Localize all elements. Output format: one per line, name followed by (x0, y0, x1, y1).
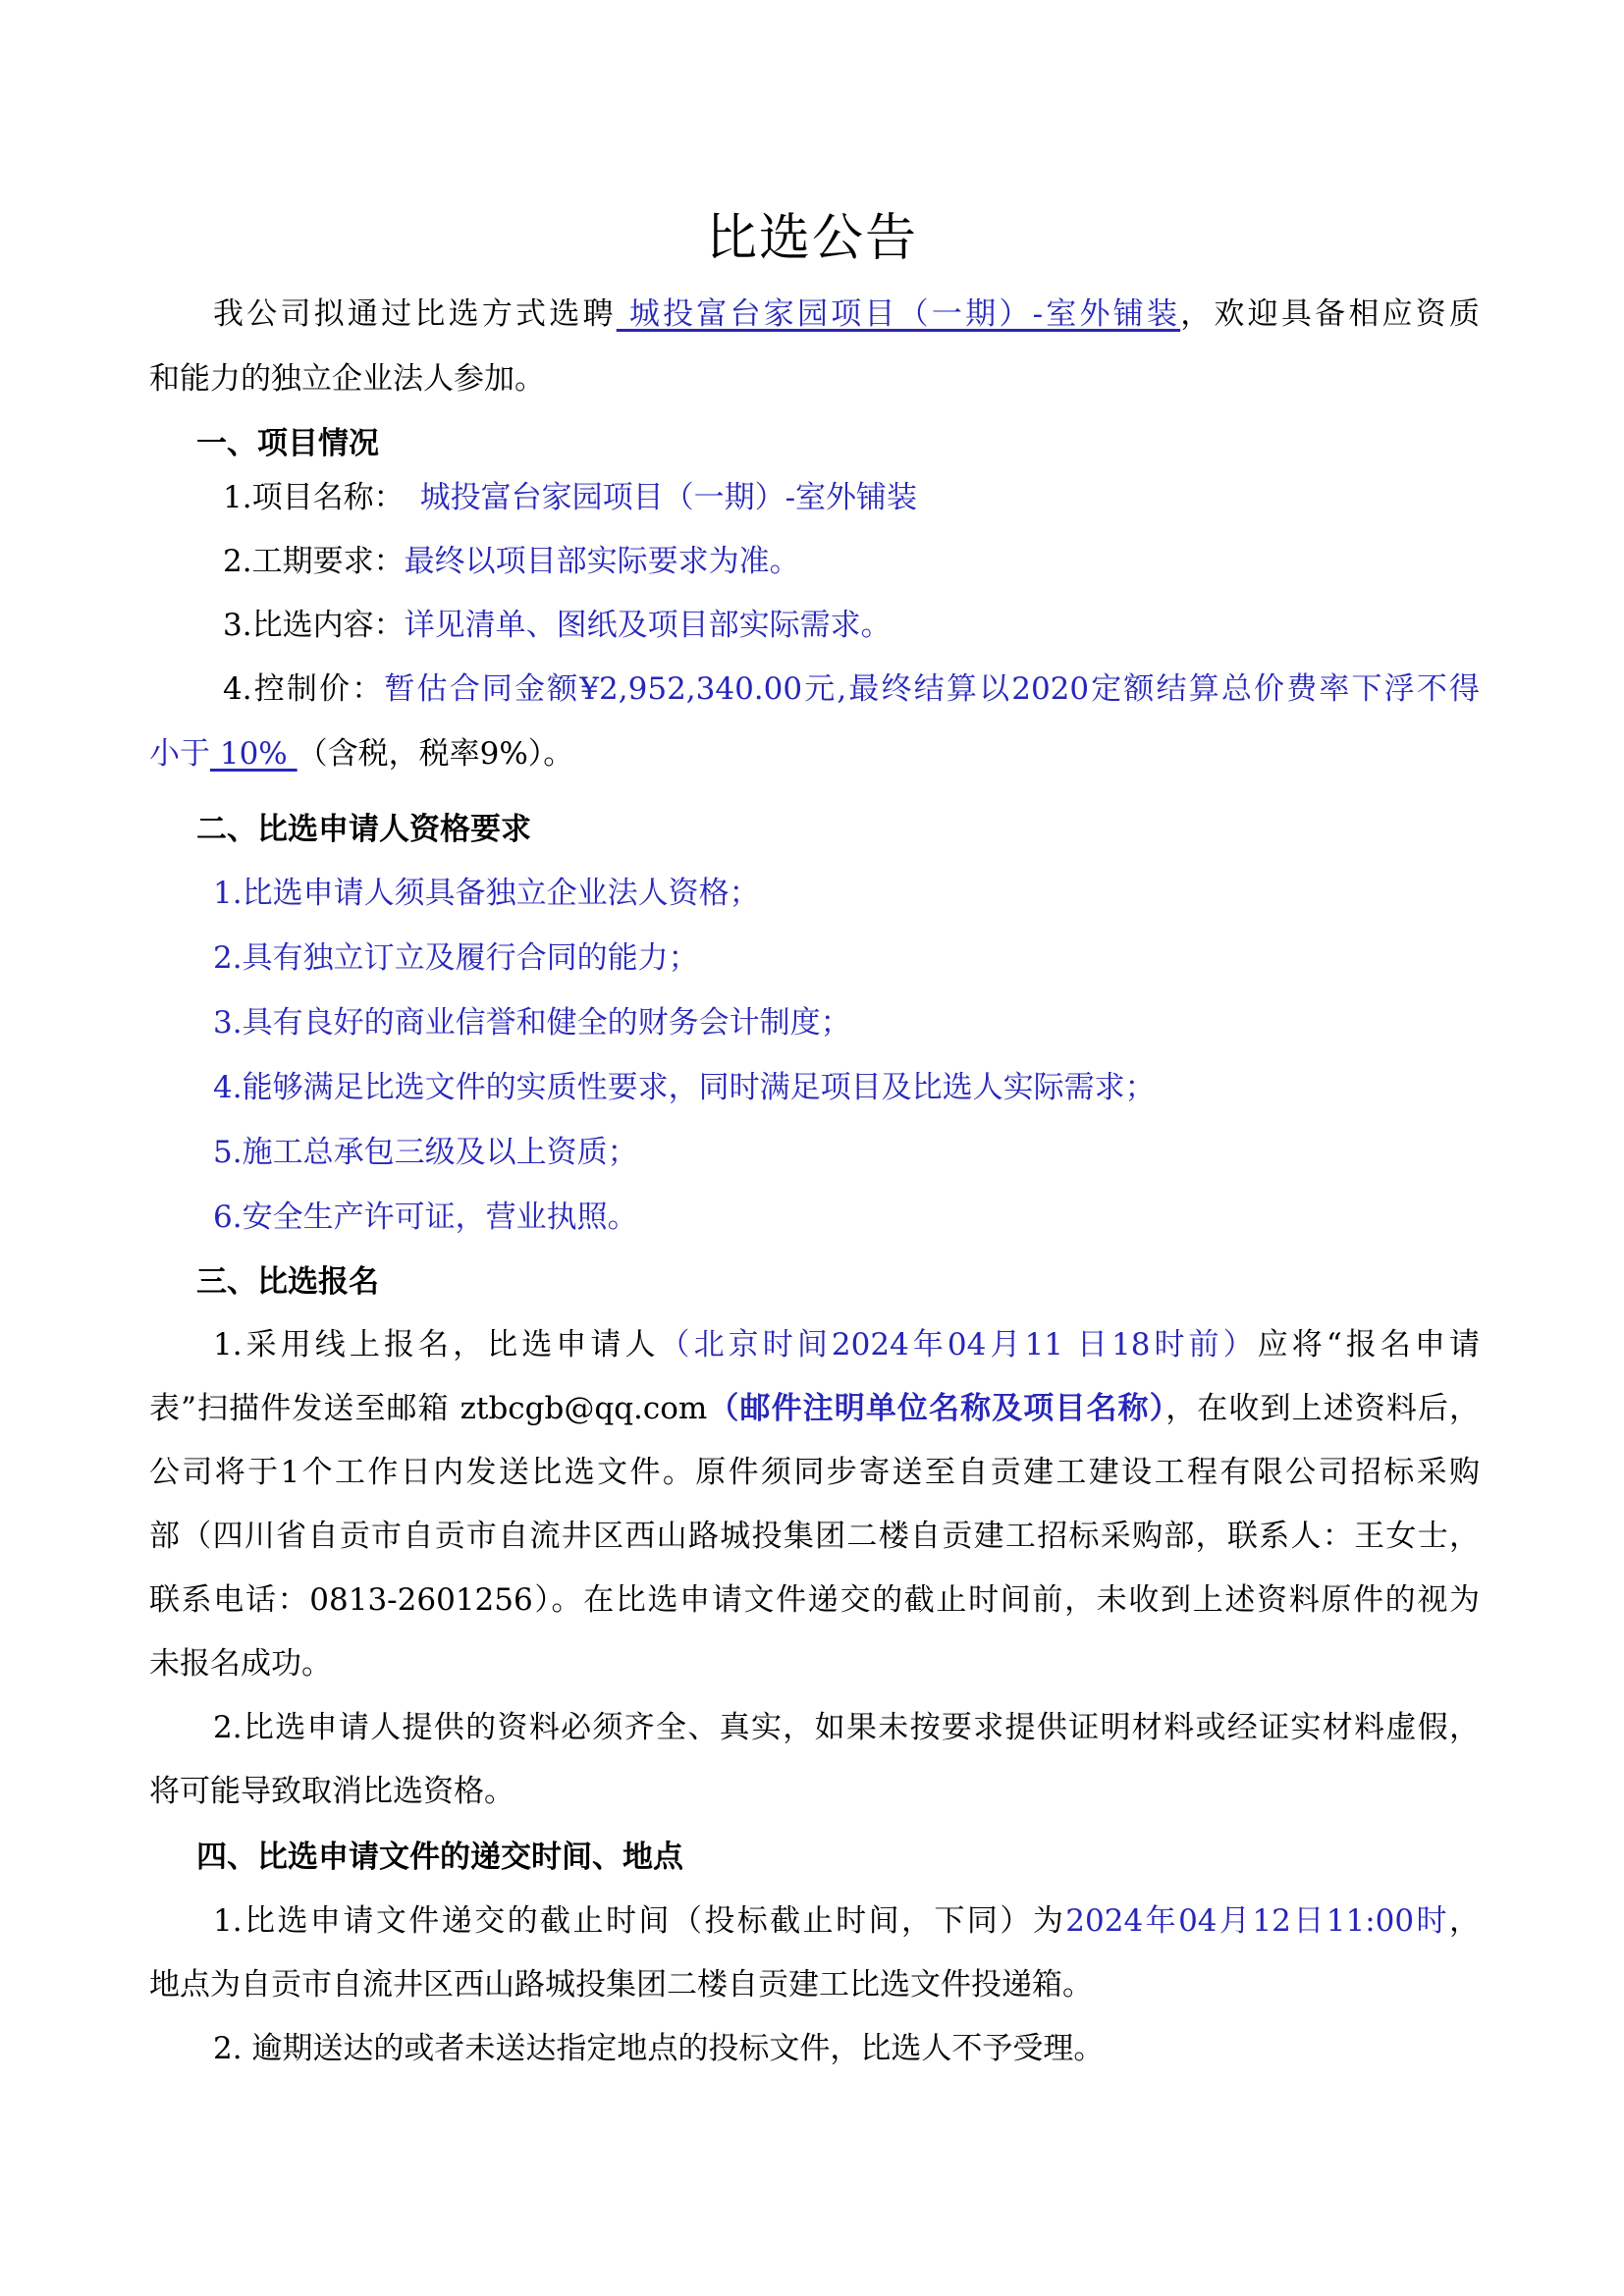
section1-item-4 (223, 669, 1480, 709)
email-note: （邮件注明单位名称及项目名称） (707, 1391, 1166, 1426)
intro-prefix: 我公司拟通过比选方式选聘 (213, 296, 617, 332)
schedule-value: 最终以项目部实际要求为准。 (404, 544, 800, 579)
qualification-item-1: 1.比选申请人须具备独立企业法人资格； (213, 876, 760, 911)
email-text: 表”扫描件发送至邮箱 ztbcgb@qq.com (149, 1391, 708, 1426)
submission-para-1-line-1 (213, 1901, 1480, 1941)
schedule-label: 2.工期要求： (223, 544, 405, 579)
registration-para-1-line-3: 公司将于1个工作日内发送比选文件。原件须同步寄送至自贡建工建设工程有限公司招标采购 (149, 1455, 1480, 1490)
intro-line-1 (213, 294, 1480, 334)
registration-para-1-line-6: 未报名成功。 (149, 1646, 332, 1682)
registration-deadline: （北京时间2024年04月11 日18时前） (659, 1327, 1258, 1362)
content-label: 3.比选内容： (223, 608, 405, 643)
section1-item-4-continued (149, 734, 573, 774)
section1-item-3 (223, 606, 892, 645)
project-name-label: 1.项目名称： (223, 480, 405, 515)
registration-text-end: 应将“报名申请 (1257, 1327, 1481, 1362)
qualification-item-2: 2.具有独立订立及履行合同的能力； (213, 940, 699, 976)
section1-item-2 (223, 542, 800, 581)
section2-heading: 二、比选申请人资格要求 (196, 812, 531, 847)
submission-deadline: 2024年04月12日11:00时 (1065, 1903, 1450, 1939)
qualification-item-6: 6.安全生产许可证，营业执照。 (213, 1200, 638, 1235)
submission-para-1-line-2: 地点为自贡市自流井区西山路城投集团二楼自贡建工比选文件投递箱。 (149, 1967, 1093, 2002)
section3-heading: 三、比选报名 (196, 1264, 379, 1300)
page-title: 比选公告 (705, 209, 918, 268)
registration-para-2-line-1: 2.比选申请人提供的资料必须齐全、真实，如果未按要求提供证明材料或经证实材料虚假， (213, 1710, 1480, 1745)
registration-para-1-line-1 (213, 1325, 1480, 1364)
registration-para-1-line-4: 部（四川省自贡市自贡市自流井区西山路城投集团二楼自贡建工招标采购部，联系人：王女士， (149, 1519, 1480, 1554)
control-price-label: 4.控制价： (223, 671, 385, 707)
section1-item-1 (223, 478, 917, 517)
section1-heading: 一、项目情况 (196, 426, 379, 461)
section4-heading: 四、比选申请文件的递交时间、地点 (196, 1840, 683, 1875)
qualification-item-5: 5.施工总承包三级及以上资质； (213, 1135, 638, 1170)
submission-para-2: 2. 逾期送达的或者未送达指定地点的投标文件，比选人不予受理。 (213, 2031, 1105, 2066)
submission-text: 1.比选申请文件递交的截止时间（投标截止时间，下同）为 (213, 1903, 1066, 1939)
project-name-value: 城投富台家园项目（一期）-室外铺装 (419, 480, 918, 515)
registration-para-1-line-5: 联系电话：0813-2601256）。在比选申请文件递交的截止时间前，未收到上述资料原件的视为 (149, 1582, 1480, 1618)
control-price-value: 暂估合同金额¥2,952,340.00元,最终结算以2020定额结算总价费率下浮不得 (384, 671, 1481, 707)
tax-note: （含税，税率9%）。 (297, 736, 574, 772)
intro-line-2: 和能力的独立企业法人参加。 (149, 361, 545, 397)
qualification-item-3: 3.具有良好的商业信誉和健全的财务会计制度； (213, 1005, 851, 1041)
submission-text-end: ， (1449, 1903, 1481, 1939)
qualification-item-4: 4.能够满足比选文件的实质性要求，同时满足项目及比选人实际需求； (213, 1070, 1156, 1105)
content-value: 详见清单、图纸及项目部实际需求。 (404, 608, 892, 643)
email-text-end: ，在收到上述资料后， (1165, 1391, 1481, 1426)
discount-rate: 10% (210, 736, 298, 772)
registration-text: 1.采用线上报名，比选申请人 (213, 1327, 660, 1362)
registration-para-1-line-2 (149, 1389, 1480, 1428)
intro-suffix: ，欢迎具备相应资质 (1180, 296, 1481, 332)
registration-para-2-line-2: 将可能导致取消比选资格。 (149, 1774, 514, 1809)
rate-prefix: 小于 (149, 736, 210, 772)
intro-project-name: 城投富台家园项目（一期）-室外铺装 (616, 296, 1181, 332)
